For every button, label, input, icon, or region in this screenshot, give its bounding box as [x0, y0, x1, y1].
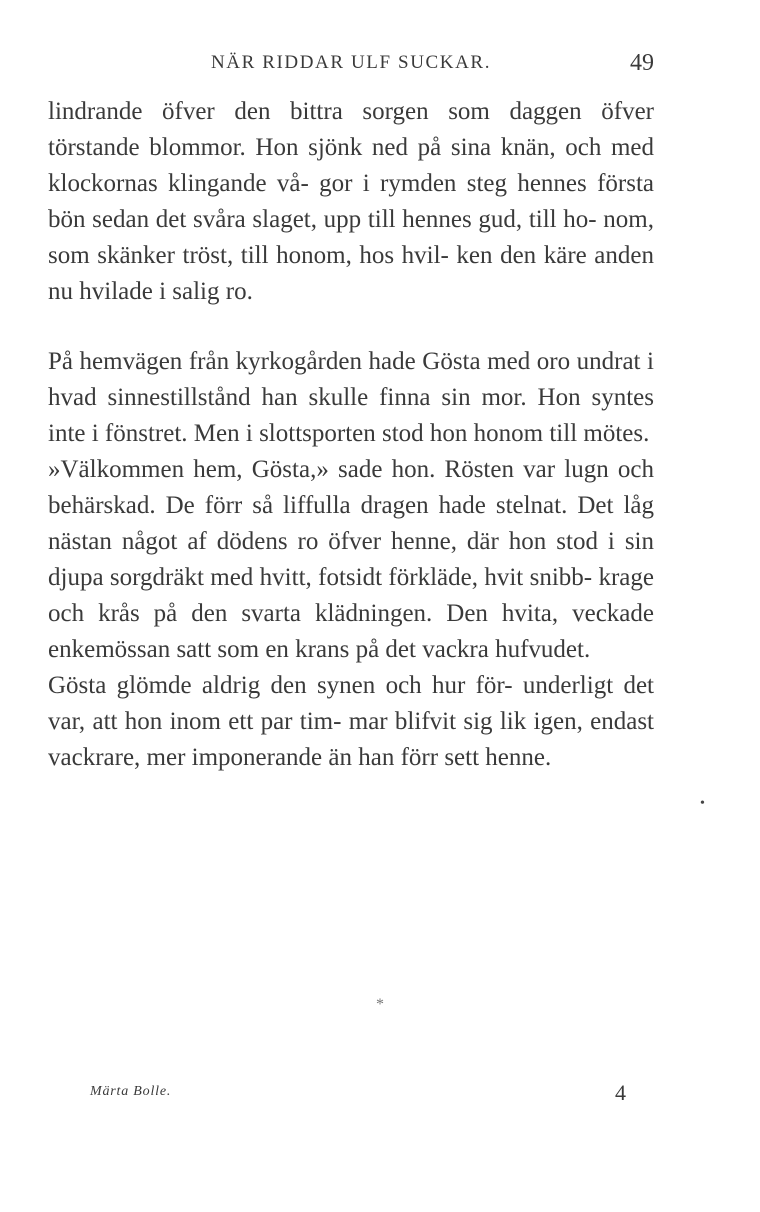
body-text: [48, 94, 654, 776]
paragraph-3: »Välkommen hem, Gösta,» sade hon. Rösten var lugn och behärskad. De förr så liffulla dragen hade stelnat. Det låg nästan något af dödens ro öfver henne, där hon stod i sin djupa sorgdräkt med hvitt, fotsidt förkläde, hvit snibb- krage och krås på den svarta klädningen. Den hvita, veckade enkemössan satt som en krans på det vackra hufvudet.: [48, 456, 654, 663]
page-number: 49: [630, 50, 654, 76]
paragraph-2: På hemvägen från kyrkogården hade Gösta med oro undrat i hvad sinnestillstånd han skulle finna sin mor. Hon syntes inte i fönstret. Men i slottsporten stod hon honom till mötes.: [48, 348, 654, 447]
running-title: NÄR RIDDAR ULF SUCKAR.: [210, 52, 492, 73]
printer-signature: Märta Bolle.: [90, 1084, 172, 1099]
page-footer: [90, 1080, 650, 1108]
section-ornament: *: [376, 996, 384, 1013]
paragraph-4: Gösta glömde aldrig den synen och hur för- underligt det var, att hon inom ett par tim- mar blifvit sig lik igen, endast vackrare, mer imponerande än han förr sett henne.: [48, 672, 654, 771]
signature-number: 4: [615, 1080, 626, 1105]
paragraph-1: lindrande öfver den bittra sorgen som daggen öfver törstande blommor. Hon sjönk ned på sina knän, och med klockornas klingande vå- gor i rymden steg hennes första bön sedan det svåra slaget, upp till hennes gud, till ho- nom, som skänker tröst, till honom, hos hvil- ken den käre anden nu hvilade i salig ro.: [48, 98, 654, 305]
margin-mark: •: [700, 796, 705, 811]
running-head: [48, 50, 654, 80]
